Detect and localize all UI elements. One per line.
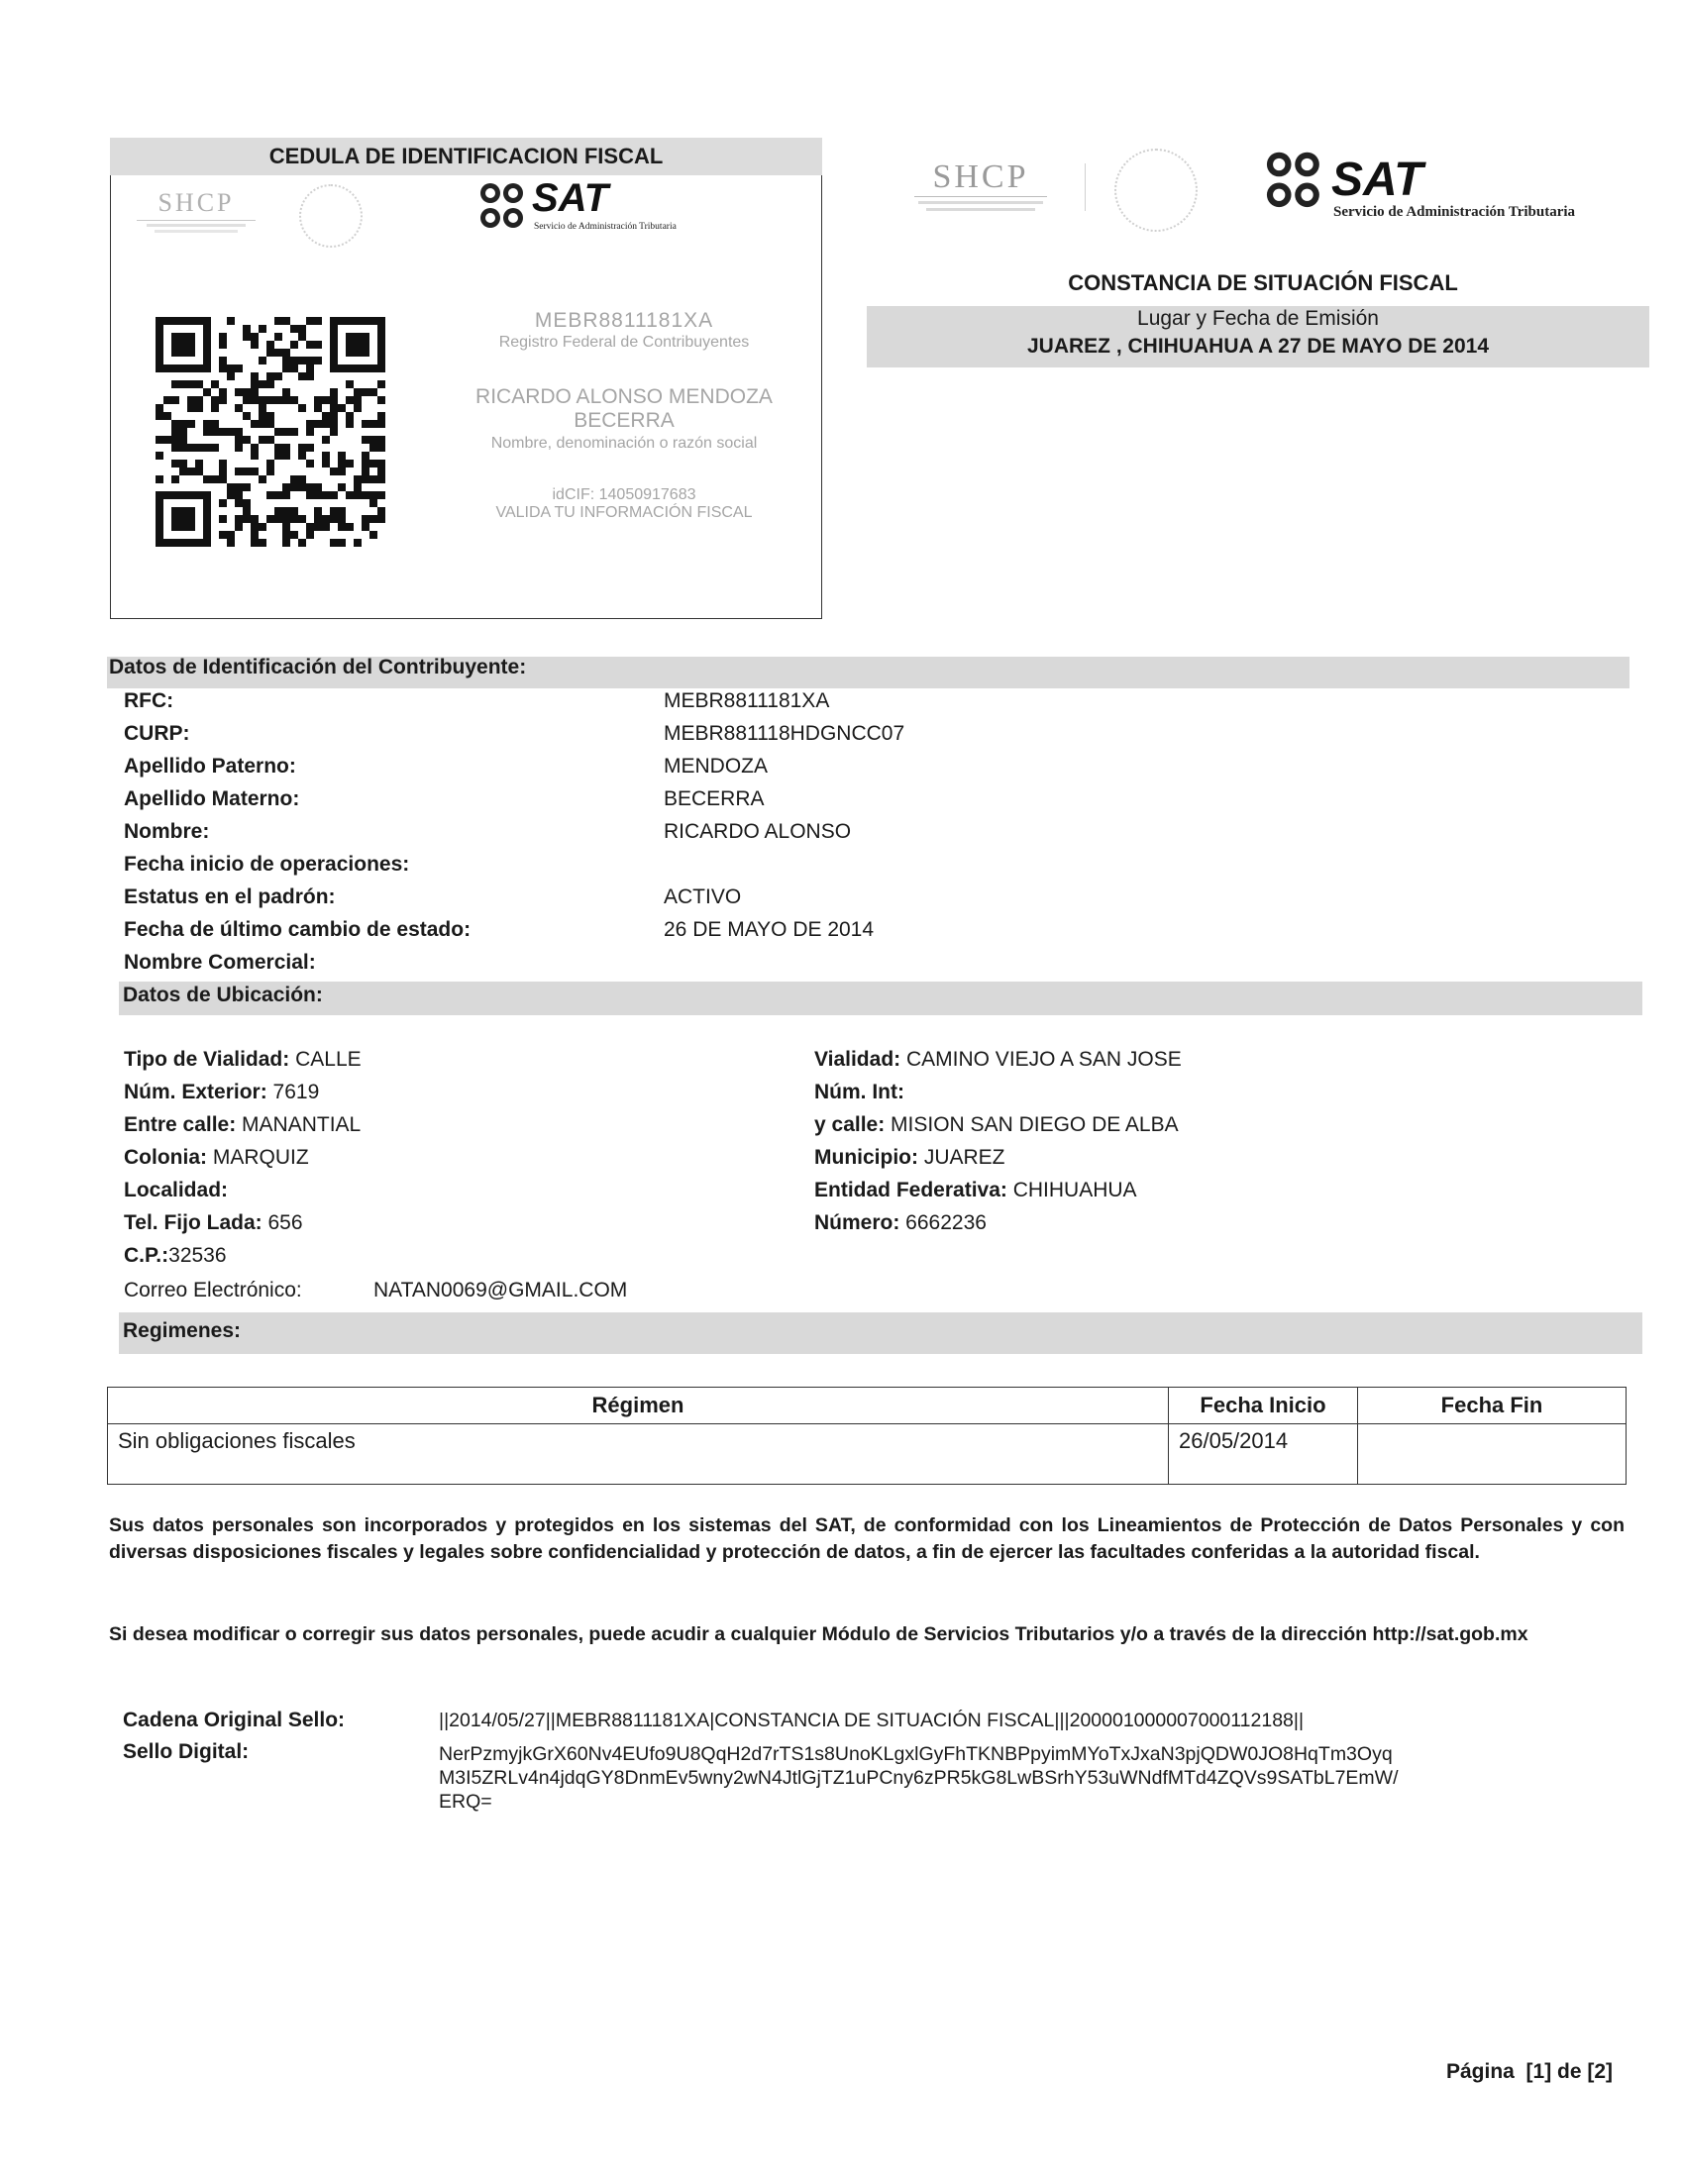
cedula-name-line2: BECERRA <box>574 409 675 432</box>
constancia-title: CONSTANCIA DE SITUACIÓN FISCAL <box>1068 270 1458 295</box>
ubicacion-right-row <box>814 1179 1137 1202</box>
aviso-modificar: Si desea modificar o corregir sus datos personales, puede acudir a cualquier Módulo de Servicios Tributarios y/o a través de la dirección http://sat.gob.mx <box>109 1623 1528 1645</box>
identificacion-title: Datos de Identificación del Contribuyente: <box>109 656 527 678</box>
header-sat-logo: SAT Servicio de Administración Tributaria <box>1264 149 1640 228</box>
ubicacion-label: Núm. Exterior: <box>124 1081 267 1103</box>
identificacion-value: ACTIVO <box>664 885 742 908</box>
regimenes-bar <box>119 1312 1642 1354</box>
ubicacion-right-row <box>814 1113 1179 1137</box>
lugar-value: JUAREZ , CHIHUAHUA A 27 DE MAYO DE 2014 <box>1027 335 1489 358</box>
correo-row <box>124 1279 628 1302</box>
sat-circles-icon <box>1264 149 1323 212</box>
cedula-title: CEDULA DE IDENTIFICACION FISCAL <box>110 138 822 175</box>
identificacion-value: MEBR881118HDGNCC07 <box>664 722 905 745</box>
aviso-privacidad: Sus datos personales son incorporados y protegidos en los sistemas del SAT, de conformidad con los Lineamientos de Protección de Datos Personales y con diversas disposiciones fiscales y legales sobre confidencialidad y protección de datos, a fin de ejercer las facultades conferidas a la autoridad fiscal. <box>109 1514 1625 1563</box>
ubicacion-value: MISION SAN DIEGO DE ALBA <box>885 1113 1179 1136</box>
ubicacion-bar <box>119 982 1642 1015</box>
header-divider <box>1085 163 1086 211</box>
identificacion-row <box>124 853 409 877</box>
identificacion-row <box>124 722 905 746</box>
identificacion-value: RICARDO ALONSO <box>664 820 852 843</box>
ubicacion-left-row <box>124 1113 361 1137</box>
identificacion-row <box>124 755 768 779</box>
header-shcp-logo: SHCP <box>906 158 1055 228</box>
ubicacion-label: Tel. Fijo Lada: <box>124 1211 263 1234</box>
ubicacion-left-row <box>124 1179 228 1202</box>
ubicacion-value: MANANTIAL <box>236 1113 362 1136</box>
identificacion-label: Estatus en el padrón: <box>124 885 336 908</box>
ubicacion-label: Tipo de Vialidad: <box>124 1048 290 1071</box>
cadena-value: ||2014/05/27||MEBR8811181XA|CONSTANCIA DE SITUACIÓN FISCAL|||200001000007000112188|| <box>439 1710 1305 1731</box>
ubicacion-label: Número: <box>814 1211 900 1234</box>
ubicacion-left-row <box>124 1211 303 1235</box>
ubicacion-left-row <box>124 1146 309 1170</box>
ubicacion-title: Datos de Ubicación: <box>123 984 323 1006</box>
ubicacion-right-row <box>814 1211 987 1235</box>
identificacion-label: RFC: <box>124 689 174 712</box>
ubicacion-label: Vialidad: <box>814 1048 901 1071</box>
ubicacion-value: MARQUIZ <box>207 1146 309 1169</box>
identificacion-value: BECERRA <box>664 787 765 810</box>
ubicacion-label: Núm. Int: <box>814 1081 904 1103</box>
table-row <box>108 1424 1627 1485</box>
identificacion-row <box>124 787 765 811</box>
header-seal-icon <box>1114 149 1198 232</box>
cedula-info <box>436 309 812 522</box>
ubicacion-label: Municipio: <box>814 1146 918 1169</box>
regimenes-title: Regimenes: <box>123 1319 242 1342</box>
identificacion-label: CURP: <box>124 722 190 745</box>
sello-value <box>439 1742 1399 1814</box>
fecha-inicio-cell: 26/05/2014 <box>1169 1424 1358 1485</box>
cedula-rfc: MEBR8811181XA <box>534 309 714 332</box>
ubicacion-value: JUAREZ <box>917 1146 1005 1169</box>
ubicacion-value: 32536 <box>168 1244 227 1267</box>
lugar-label: Lugar y Fecha de Emisión <box>1137 307 1379 330</box>
ubicacion-right-row <box>814 1081 904 1104</box>
cedula-shcp-logo: SHCP <box>127 188 265 248</box>
ubicacion-label: Entidad Federativa: <box>814 1179 1007 1201</box>
correo-value: NATAN0069@GMAIL.COM <box>373 1279 628 1301</box>
ubicacion-left-row <box>124 1244 227 1268</box>
ubicacion-label: Colonia: <box>124 1146 207 1169</box>
sello-line-2: M3I5ZRLv4n4jdqGY8DnmEv5wny2wN4JtlGjTZ1uPCny6zPR5kG8LwBSrhY53uWNdfMTd4ZQVs9SATbL7EmW/ <box>439 1767 1399 1789</box>
page-number: Página [1] de [2] <box>1446 2060 1614 2083</box>
ubicacion-left-row <box>124 1081 319 1104</box>
qr-code-icon <box>156 317 385 547</box>
identificacion-label: Fecha inicio de operaciones: <box>124 853 410 876</box>
cedula-valida: VALIDA TU INFORMACIÓN FISCAL <box>495 504 753 521</box>
identificacion-row <box>124 951 316 975</box>
col-fecha-inicio: Fecha Inicio <box>1169 1388 1358 1424</box>
fecha-fin-cell <box>1358 1424 1627 1485</box>
ubicacion-label: C.P.: <box>124 1244 169 1267</box>
regimen-cell: Sin obligaciones fiscales <box>108 1424 1169 1485</box>
identificacion-value: MENDOZA <box>664 755 768 778</box>
ubicacion-label: Entre calle: <box>124 1113 237 1136</box>
ubicacion-value: CALLE <box>289 1048 362 1071</box>
identificacion-label: Nombre Comercial: <box>124 951 316 974</box>
identificacion-row <box>124 689 830 713</box>
identificacion-row <box>124 918 875 942</box>
ubicacion-right-row <box>814 1048 1182 1072</box>
cedula-idcif: idCIF: 14050917683 <box>552 486 696 503</box>
cadena-label: Cadena Original Sello: <box>123 1709 346 1731</box>
ubicacion-label: Localidad: <box>124 1179 229 1201</box>
identificacion-value: 26 DE MAYO DE 2014 <box>664 918 875 941</box>
sello-line-3: ERQ= <box>439 1791 492 1813</box>
ubicacion-value: 7619 <box>266 1081 320 1103</box>
col-fecha-fin: Fecha Fin <box>1358 1388 1627 1424</box>
identificacion-label: Fecha de último cambio de estado: <box>124 918 472 941</box>
sat-circles-icon <box>478 180 526 232</box>
ubicacion-value: 656 <box>262 1211 303 1234</box>
ubicacion-value: CAMINO VIEJO A SAN JOSE <box>900 1048 1182 1071</box>
ubicacion-label: y calle: <box>814 1113 886 1136</box>
cedula-sat-logo: SAT Servicio de Administración Tributaria <box>478 178 776 238</box>
identificacion-value: MEBR8811181XA <box>664 689 830 712</box>
sello-line-1: NerPzmyjkGrX60Nv4EUfo9U8QqH2d7rTS1s8UnoKLgxlGyFhTKNBPpyimMYoTxJxaN3pjQDW0JO8HqTm3Oyq <box>439 1743 1393 1765</box>
ubicacion-right-row <box>814 1146 1005 1170</box>
identificacion-row <box>124 820 852 844</box>
identificacion-label: Apellido Paterno: <box>124 755 296 778</box>
regimenes-table <box>107 1387 1627 1485</box>
sello-label: Sello Digital: <box>123 1740 250 1763</box>
identificacion-row <box>124 885 742 909</box>
cedula-name-caption: Nombre, denominación o razón social <box>490 435 758 452</box>
ubicacion-left-row <box>124 1048 362 1072</box>
identificacion-label: Apellido Materno: <box>124 787 300 810</box>
ubicacion-value: CHIHUAHUA <box>1006 1179 1137 1201</box>
regimenes-header-row <box>108 1388 1627 1424</box>
cedula-seal-icon <box>299 184 363 248</box>
cedula-rfc-caption: Registro Federal de Contribuyentes <box>498 334 750 351</box>
cedula-name-line1: RICARDO ALONSO MENDOZA <box>475 385 773 408</box>
correo-label: Correo Electrónico: <box>124 1279 302 1301</box>
col-regimen: Régimen <box>108 1388 1169 1424</box>
ubicacion-value: 6662236 <box>899 1211 987 1234</box>
identificacion-label: Nombre: <box>124 820 210 843</box>
